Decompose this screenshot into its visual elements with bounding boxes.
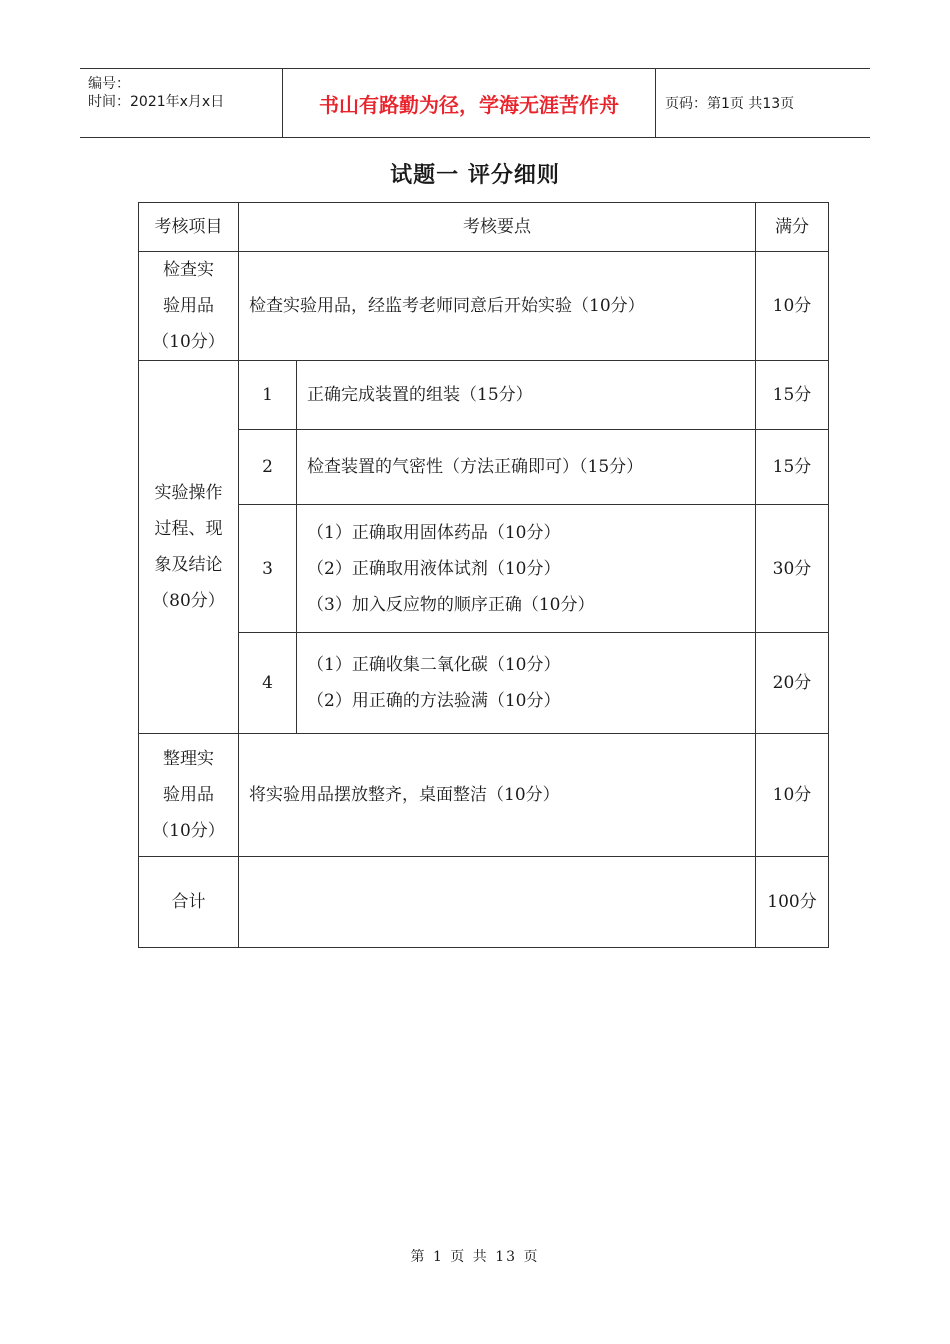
score-cell: 15分 bbox=[756, 430, 829, 505]
item-line: 验用品 bbox=[163, 785, 214, 805]
item-line: 检查实 bbox=[163, 260, 214, 280]
table-row bbox=[139, 734, 829, 857]
point-cell: 检查实验用品，经监考老师同意后开始实验（10分） bbox=[239, 252, 756, 361]
header-points: 考核要点 bbox=[239, 203, 756, 252]
item-line: （10分） bbox=[152, 332, 225, 352]
point-line: （3）加入反应物的顺序正确（10分） bbox=[307, 594, 595, 615]
table-row bbox=[139, 505, 829, 633]
table-header-row bbox=[139, 203, 829, 252]
point-cell bbox=[297, 361, 756, 430]
header-item: 考核项目 bbox=[139, 203, 239, 252]
scoring-table bbox=[138, 202, 829, 948]
score-cell: 20分 bbox=[756, 633, 829, 734]
item-cell bbox=[139, 252, 239, 361]
total-point-cell bbox=[239, 857, 756, 948]
item-line: 过程、现 bbox=[154, 519, 223, 539]
score-cell: 10分 bbox=[756, 734, 829, 857]
header-meta bbox=[80, 69, 282, 137]
page-info-text: 页码：第1页 共13页 bbox=[665, 96, 795, 112]
point-line: 正确完成装置的组装（15分） bbox=[307, 385, 533, 405]
point-line: 检查装置的气密性（方法正确即可）（15分） bbox=[307, 457, 644, 477]
step-number: 3 bbox=[239, 505, 297, 633]
total-row bbox=[139, 857, 829, 948]
step-number: 1 bbox=[239, 361, 297, 430]
point-cell bbox=[297, 633, 756, 734]
point-cell bbox=[297, 505, 756, 633]
score-cell: 10分 bbox=[756, 252, 829, 361]
item-line: （10分） bbox=[152, 821, 225, 841]
table-row bbox=[139, 361, 829, 430]
header-motto bbox=[282, 69, 656, 137]
point-line: （1）正确取用固体药品（10分） bbox=[307, 522, 561, 543]
point-cell: 将实验用品摆放整齐，桌面整洁（10分） bbox=[239, 734, 756, 857]
item-cell bbox=[139, 361, 239, 734]
point-line: （2）用正确的方法验满（10分） bbox=[307, 691, 561, 711]
header-page-info bbox=[655, 69, 870, 137]
score-cell: 15分 bbox=[756, 361, 829, 430]
time-label: 时间：2021年x月x日 bbox=[88, 94, 225, 110]
header-full-score: 满分 bbox=[756, 203, 829, 252]
page-footer: 第 1 页 共 13 页 bbox=[410, 1249, 540, 1265]
score-cell: 30分 bbox=[756, 505, 829, 633]
total-score: 100分 bbox=[756, 857, 829, 948]
item-line: （80分） bbox=[152, 591, 225, 611]
serial-label: 编号： bbox=[88, 76, 130, 92]
item-line: 整理实 bbox=[163, 749, 214, 769]
point-line: （2）正确取用液体试剂（10分） bbox=[307, 558, 561, 579]
motto-text: 书山有路勤为径，学海无涯苦作舟 bbox=[319, 92, 619, 117]
table-row bbox=[139, 633, 829, 734]
step-number: 2 bbox=[239, 430, 297, 505]
page-title: 试题一 评分细则 bbox=[390, 163, 560, 188]
document-header bbox=[80, 68, 870, 138]
point-line: （1）正确收集二氧化碳（10分） bbox=[307, 655, 561, 675]
item-line: 验用品 bbox=[163, 296, 214, 316]
item-cell bbox=[139, 734, 239, 857]
step-number: 4 bbox=[239, 633, 297, 734]
table-row bbox=[139, 252, 829, 361]
total-label: 合计 bbox=[139, 857, 239, 948]
table-row bbox=[139, 430, 829, 505]
item-line: 实验操作 bbox=[154, 483, 223, 503]
point-cell bbox=[297, 430, 756, 505]
item-line: 象及结论 bbox=[154, 555, 223, 575]
